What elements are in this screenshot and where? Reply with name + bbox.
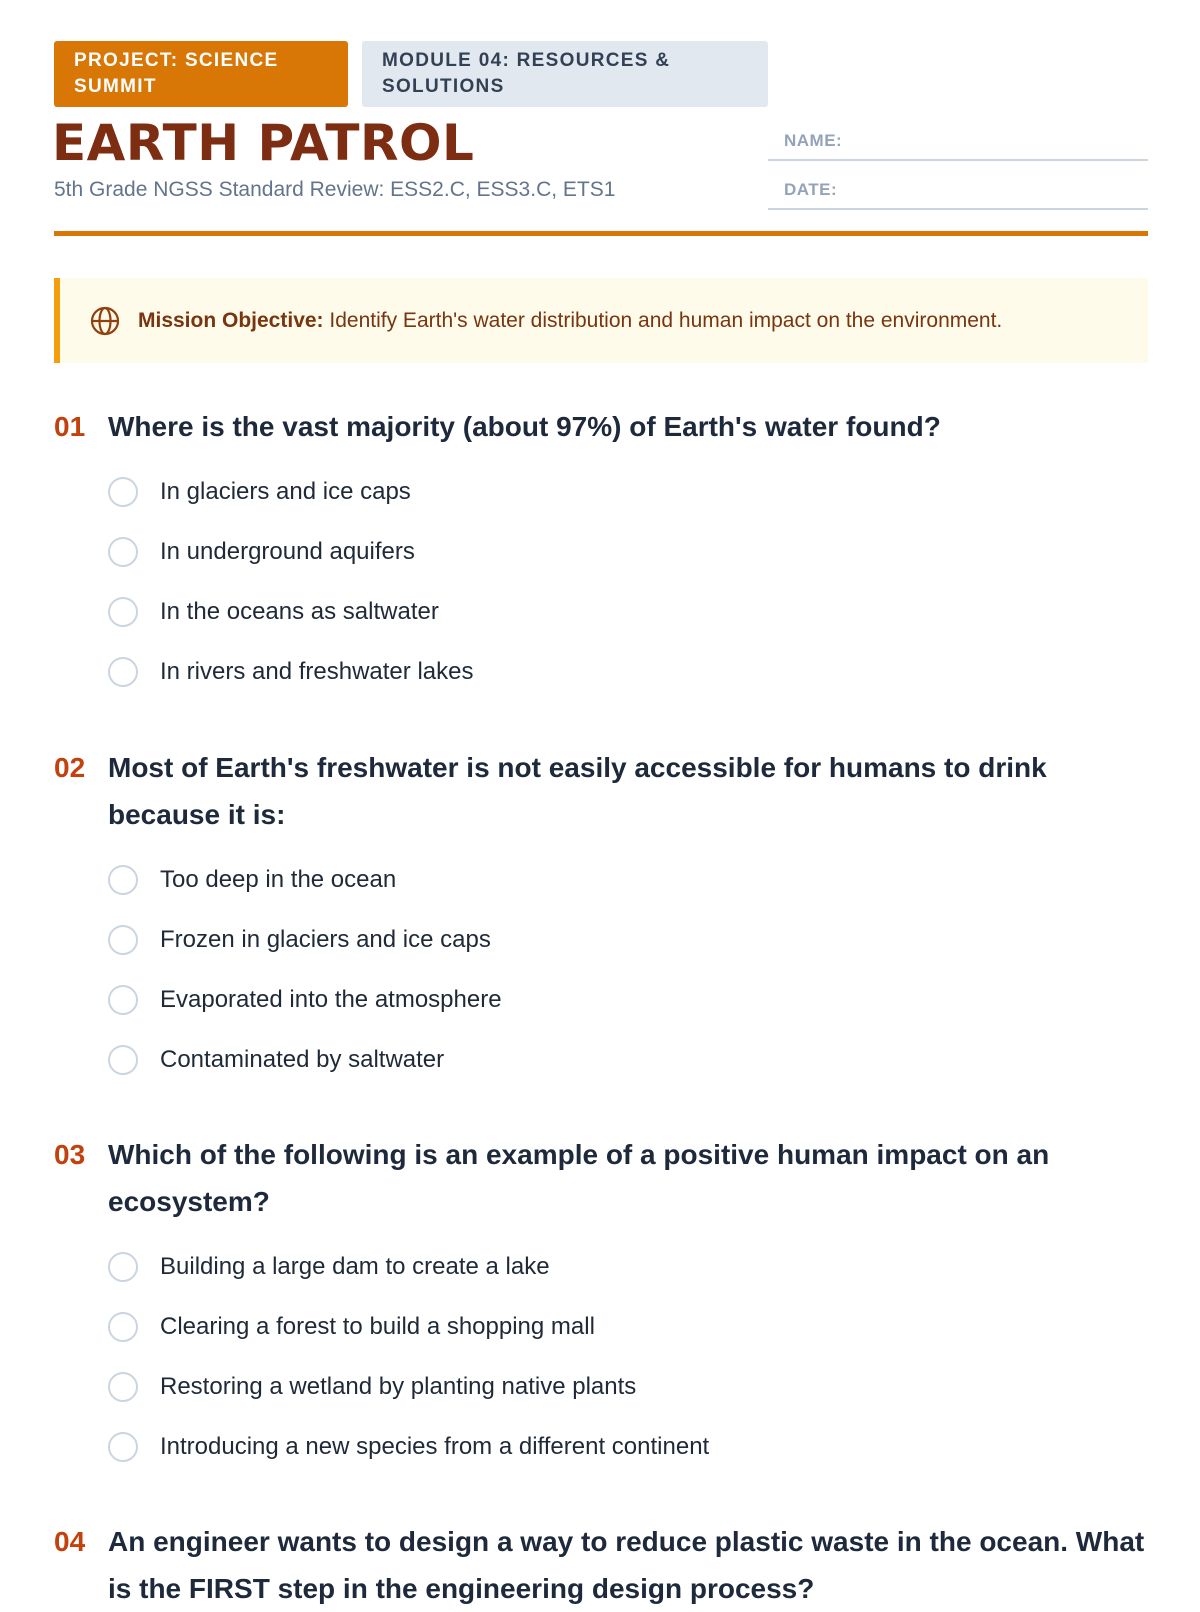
option-label: In underground aquifers [160,538,415,565]
answer-option[interactable] [108,642,1154,702]
radio-button[interactable] [108,477,138,507]
page-subtitle: 5th Grade NGSS Standard Review: ESS2.C, ESS3.C, ETS1 [54,178,616,201]
answer-option[interactable] [108,1357,1154,1417]
option-label: Evaporated into the atmosphere [160,986,502,1013]
radio-button[interactable] [108,925,138,955]
answer-option[interactable] [108,910,1154,970]
option-label: In rivers and freshwater lakes [160,658,474,685]
radio-button[interactable] [108,865,138,895]
question-number: 04 [54,1526,86,1557]
answer-options [108,850,1154,1090]
radio-button[interactable] [108,1432,138,1462]
project-tag: PROJECT: SCIENCE SUMMIT [54,41,348,107]
mission-objective-callout [54,278,1148,363]
objective-text: Identify Earth's water distribution and human impact on the environment. [329,308,1003,332]
option-label: Building a large dam to create a lake [160,1253,550,1280]
answer-option[interactable] [108,970,1154,1030]
question-3 [54,1131,1154,1477]
radio-button[interactable] [108,1312,138,1342]
option-label: In the oceans as saltwater [160,598,439,625]
date-label: DATE: [784,180,838,199]
globe-icon [90,306,120,336]
answer-option[interactable] [108,1237,1154,1297]
question-number: 03 [54,1139,86,1170]
radio-button[interactable] [108,597,138,627]
radio-button[interactable] [108,657,138,687]
radio-button[interactable] [108,1252,138,1282]
question-1 [54,403,1154,702]
question-number: 01 [54,411,86,442]
question-text: Where is the vast majority (about 97%) of Earth's water found? [108,411,941,442]
question-number: 02 [54,752,86,783]
answer-options [108,1237,1154,1477]
option-label: Restoring a wetland by planting native plants [160,1373,637,1400]
answer-option[interactable] [108,1417,1154,1477]
name-label: NAME: [784,131,843,150]
date-field[interactable] [768,176,1148,210]
header-tags [54,41,768,107]
option-label: Too deep in the ocean [160,866,397,893]
objective-text-wrap [138,309,1002,333]
answer-option[interactable] [108,1030,1154,1090]
question-text: Which of the following is an example of a positive human impact on an ecosystem? [108,1139,1050,1217]
header-divider [54,231,1148,236]
option-label: Clearing a forest to build a shopping mall [160,1313,595,1340]
question-text: Most of Earth's freshwater is not easily accessible for humans to drink because it is: [108,752,1047,830]
option-label: Contaminated by saltwater [160,1046,445,1073]
radio-button[interactable] [108,1045,138,1075]
answer-option[interactable] [108,462,1154,522]
option-label: In glaciers and ice caps [160,478,411,505]
page-title: EARTH PATROL [52,114,475,172]
module-tag: MODULE 04: RESOURCES & SOLUTIONS [362,41,768,107]
question-4 [54,1518,1154,1612]
question-text: An engineer wants to design a way to reduce plastic waste in the ocean. What is the FIRST step in the engineering design process? [108,1526,1145,1604]
objective-label: Mission Objective: [138,308,324,332]
question-2 [54,744,1154,1090]
radio-button[interactable] [108,1372,138,1402]
answer-option[interactable] [108,582,1154,642]
option-label: Frozen in glaciers and ice caps [160,926,491,953]
option-label: Introducing a new species from a different continent [160,1433,710,1460]
radio-button[interactable] [108,985,138,1015]
answer-options [108,462,1154,702]
answer-option[interactable] [108,522,1154,582]
answer-option[interactable] [108,1297,1154,1357]
answer-option[interactable] [108,850,1154,910]
radio-button[interactable] [108,537,138,567]
name-field[interactable] [768,127,1148,161]
